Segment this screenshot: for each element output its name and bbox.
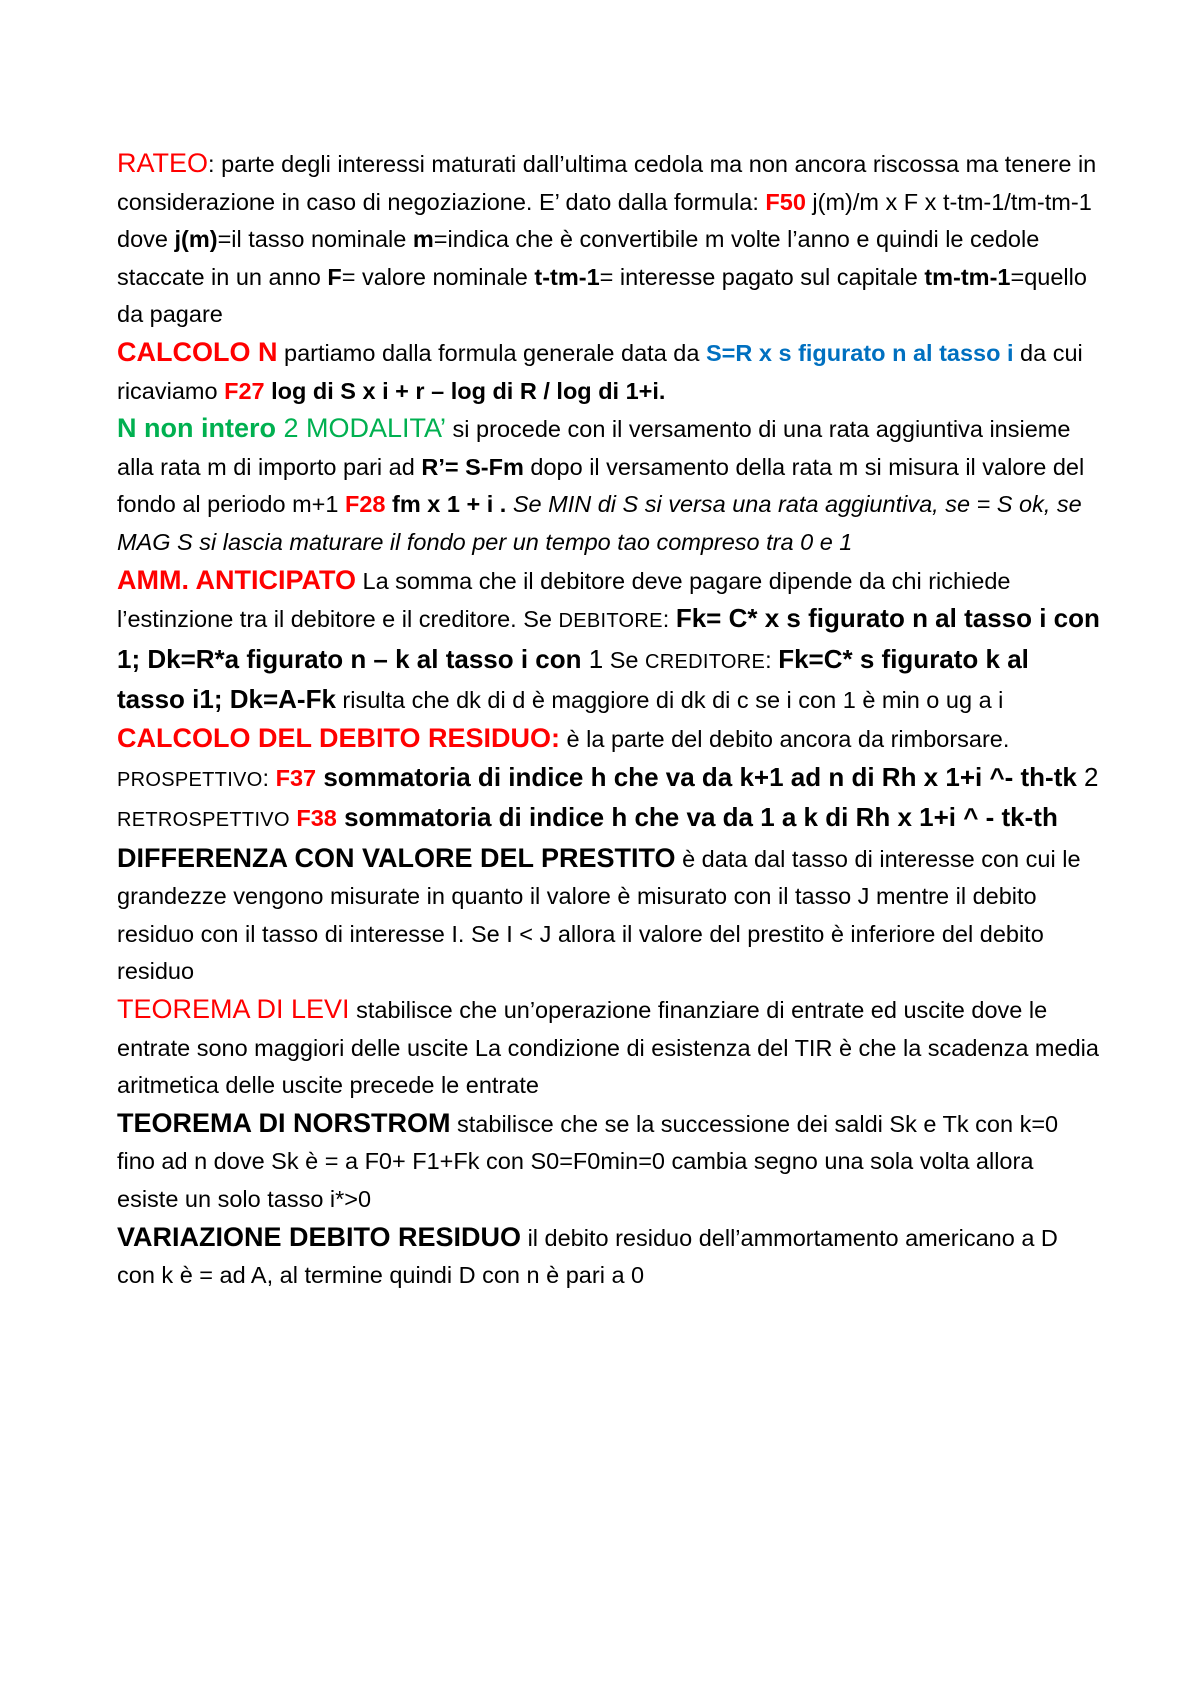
heading-rateo: RATEO (117, 148, 209, 178)
heading-calcolo-n: CALCOLO N (117, 336, 278, 367)
heading-teorema-levi: TEOREMA DI LEVI (117, 994, 350, 1025)
label-debitore: DEBITORE (558, 610, 663, 633)
text: =il tasso nominale (217, 226, 413, 253)
formula-ref-f28: F28 (344, 491, 386, 518)
formula: Fk=C* s figurato k al tasso i1; Dk=A-Fk (117, 643, 1029, 715)
paragraph-calcolo-n (117, 334, 1100, 410)
paragraph-n-non-intero (117, 410, 1100, 561)
formula-blue: S=R x s figurato n al tasso i (705, 339, 1014, 366)
text: partiamo dalla formula generale data da (277, 339, 706, 366)
text: =quello da pagare (117, 263, 1087, 328)
paragraph-amm-anticipato (117, 562, 1100, 720)
label-retrospettivo: RETROSPETTIVO (117, 809, 290, 832)
term: m (412, 226, 434, 253)
text: stabilisce che se la successione dei saldi Sk e Tk con k=0 fino ad n dove Sk è = a F0+ F1+Fk con S0=F0min=0 cambia segno una sola volta allora esiste un solo tasso i*>0 (117, 1110, 1059, 1213)
heading-variazione: VARIAZIONE DEBITO RESIDUO (117, 1221, 522, 1252)
text: Se (603, 646, 646, 673)
text: stabilisce che un’operazione finanziare di entrate ed uscite dove le entrate sono maggiori delle uscite La condizione di esistenza del TIR è che la scadenza media aritmetica delle uscite precede le entrate (117, 997, 1099, 1099)
text: : (765, 646, 779, 673)
text: j(m)/m x F x t-tm-1/tm-tm-1 dove (117, 188, 1092, 253)
term: t-tm-1 (534, 263, 600, 290)
term: j(m) (174, 226, 218, 253)
heading-differenza: DIFFERENZA CON VALORE DEL PRESTITO (117, 842, 676, 873)
paragraph-debito-residuo (117, 720, 1100, 840)
formula-ref-f50: F50 (765, 188, 806, 215)
text: 2 (1076, 761, 1099, 792)
heading-debito-residuo: CALCOLO DEL DEBITO RESIDUO: (117, 722, 561, 753)
heading-teorema-norstrom: TEOREMA DI NORSTROM (117, 1107, 451, 1138)
text: =indica che è convertibile m volte l’anno e quindi le cedole staccate in un anno (117, 226, 1040, 290)
text: il debito residuo dell’ammortamento americano a D con k è = ad A, al termine quindi D con n è pari a 0 (117, 1224, 1058, 1289)
formula-ref-f27: F27 (224, 377, 265, 404)
paragraph-rateo (117, 145, 1100, 334)
text: si procede con il versamento di una rata aggiuntiva insieme alla rata m di importo pari ad (117, 416, 1071, 480)
label-prospettivo: PROSPETTIVO (117, 768, 263, 791)
text: 1 (581, 643, 604, 674)
term: tm-tm-1 (924, 263, 1011, 290)
text: da cui ricaviamo (117, 339, 1083, 404)
text: : (662, 606, 676, 633)
formula: fm x 1 + i . (385, 491, 507, 518)
paragraph-differenza (117, 840, 1100, 991)
text: è la parte del debito ancora da rimborsare. (560, 725, 1010, 752)
text: La somma che il debitore deve pagare dipende da chi richiede l’estinzione tra il debitore e il creditore. Se (117, 567, 1011, 633)
heading-n-non-intero: N non intero (117, 413, 276, 444)
formula: log di S x i + r – log di R / log di 1+i. (264, 377, 666, 404)
text: = valore nominale (341, 263, 535, 290)
formula: Fk= C* x s figurato n al tasso i con 1; Dk=R*a figurato n – k al tasso i con (117, 603, 1100, 674)
italic-note: Se MIN di S si versa una rata aggiuntiva, se = S ok, se MAG S si lascia maturare il fondo per un tempo tao compreso tra 0 e 1 (117, 491, 1082, 555)
formula-ref-f38: F38 (289, 805, 337, 832)
paragraph-variazione (117, 1219, 1100, 1295)
text: = interesse pagato sul capitale (599, 263, 925, 290)
text: : (262, 764, 276, 791)
term: F (327, 263, 342, 290)
formula-ref-f37: F37 (275, 764, 317, 791)
text: è data dal tasso di interesse con cui le grandezze vengono misurate in quanto il valore è misurato con il tasso J mentre il debito residuo con il tasso di interesse I. Se I < J allora il valore del prestito è inferiore del debito residuo (117, 845, 1081, 985)
paragraph-teorema-norstrom (117, 1105, 1100, 1219)
heading-amm-anticipato: AMM. ANTICIPATO (117, 564, 356, 595)
formula: sommatoria di indice h che va da k+1 ad n di Rh x 1+i ^- th-tk (316, 761, 1077, 792)
paragraph-teorema-levi (117, 991, 1100, 1105)
text: dopo il versamento della rata m si misura il valore del fondo al periodo m+1 (117, 453, 1085, 518)
modalita: 2 MODALITA’ (275, 413, 447, 444)
formula: R’= S-Fm (421, 453, 524, 480)
text: risulta che dk di d è maggiore di dk di c se i con 1 è min o ug a i (335, 687, 1004, 714)
formula: sommatoria di indice h che va da 1 a k di Rh x 1+i ^ - tk-th (336, 802, 1058, 833)
text: : parte degli interessi maturati dall’ultima cedola ma non ancora riscossa ma tenere in considerazione in caso di negoziazione. E’ dato dalla formula: (117, 151, 1097, 215)
label-creditore: CREDITORE (645, 650, 766, 673)
